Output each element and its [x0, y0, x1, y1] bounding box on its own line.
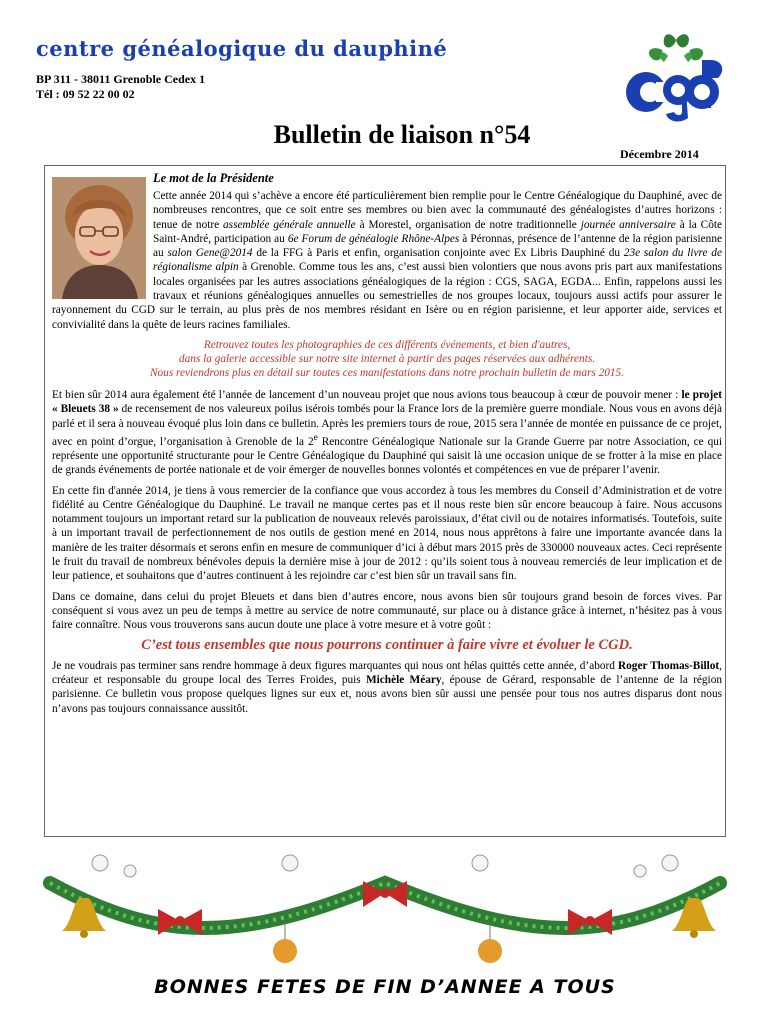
paragraph-bleuets: Et bien sûr 2014 aura également été l’année de lancement d’un nouveau projet que nous avions tous beaucoup à cœur de pouvoir mener : le projet « Bleuets 38 » de recensement de nos valeureux poilus isérois tombés pour la France lors de la première guerre mondiale. Nous vous en avons déjà parlé et il sera à nouveau évoqué plus loin dans ce bulletin. Après les premiers tours de roue, 2015 sera l’année de montée en puissance de ce projet, avec en point d’orgue, l’organisation à Grenoble de la 2e Rencontre Généalogique Nationale sur la Grande Guerre par notre Association, ce qui représente une opportunité structurante pour le Centre Généalogique du Dauphiné qui saisit là une occasion unique de se frotter à la mise en place de grands événements de portée nationale et de voir émerger de nouvelles bonnes volontés et compétences en vue de préparer l’avenir.	[52, 388, 723, 477]
logo-leaf	[676, 34, 689, 47]
org-name: centre généalogique du dauphiné	[36, 36, 448, 61]
holiday-greeting: BONNES FETES DE FIN D’ANNEE A TOUS	[154, 976, 616, 998]
gallery-note: Retrouvez toutes les photographies de ces différents événements, et bien d'autres, dans la galerie accessible sur notre site internet à partir des pages réservées aux adhérents. Nous reviendrons plus en détail sur toutes ces manifestations dans notre prochain bulletin de mars 2015.	[149, 338, 625, 379]
paragraph-volunteers: Dans ce domaine, dans celui du projet Bleuets et dans bien d’autres encore, nous avons bien sûr toujours grand besoin de forces vives. Par conséquent si vous avez un peu de temps à mettre au service de notre communauté, sur place ou à distance grâce à internet, n’hésitez pas à vous faire connaître. Nous vous trouverons sans aucun doute une place à votre mesure et à votre goût :	[52, 590, 722, 632]
logo-leaf	[664, 34, 676, 47]
paragraph-tribute: Je ne voudrais pas terminer sans rendre hommage à deux figures marquantes qui nous ont hélas quittés cette année, d’abord Roger Thomas-Billot, créateur et responsable du groupe local des Terres Froides, puis Michèle Méary, épouse de Gérard, responsable de l’antenne de la région parisienne. Ce bulletin vous propose quelques lignes sur eux et, nous avons bien sûr aussi une pensée pour tous nos autres disparus dont nous n’avons pas toujours connaissance aussitôt.	[52, 659, 722, 715]
flower-icon	[92, 855, 678, 877]
bulletin-title: Bulletin de liaison n°54	[273, 120, 531, 149]
address	[36, 72, 205, 102]
bulletin-date: Décembre 2014	[620, 147, 699, 161]
christmas-garland	[40, 843, 730, 973]
paragraph-intro: Cette année 2014 qui s’achève a encore été particulièrement bien remplie pour le Centre Généalogique du Dauphiné, avec de nombreuses rencontres, que ce soit entre ses membres ou bien avec la communauté des généalogistes d’autres horizons : tenue de notre assemblée générale annuelle à Morestel, organisation de notre traditionnelle journée anniversaire à la Côte Saint-André, participation au 6e Forum de généalogie Rhône-Alpes à Péronnas, présence de l’antenne de la région parisienne au salon Gene@2014 de la FFG à Paris et enfin, organisation conjointe avec Ex Libris Dauphiné du 23e salon du livre de régionalisme alpin à Grenoble. Comme tous les ans, c’est aussi bien volontiers que nous avons pris part aux manifestations locales organisées par les autres associations généalogiques de la région : CGS, SAGA, EGDA... Enfin, rappelons aussi les travaux et réunions généalogiques annuelles ou semestrielles de nos groupes locaux, toujours aussi actifs pour assurer le rayonnement du CGD sur le terrain, au plus près de nos membres résidant en Isère ou en région parisienne, et leur apporter aide, services et convivialité dans la quête de leurs racines familiales.	[52, 190, 723, 331]
article-heading: Le mot de la Présidente	[153, 171, 274, 185]
paragraph-thanks: En cette fin d'année 2014, je tiens à vous remercier de la confiance que vous accordez à tous les membres du Conseil d’Administration et de votre fidélité au Centre Généalogique du Dauphiné. Le travail ne manque certes pas et il nous reste bien sûr encore beaucoup à faire. Nous accusons notamment toujours un important retard sur la publication de nouveaux relevés paroissiaux, d’état civil ou de notaires informatisés. Toutefois, suite à un important travail de perfectionnement de nos outils de gestion mené en 2014, nous nous apprêtons à faire une importante avancée dans la manière de les traiter désormais et serons enfin en mesure de communiquer d’ici à début mars 2015 près de 330000 nouveaux actes. Ceci représente le fruit du travail de nombreux bénévoles depuis la dernière mise à jour de 2012 : qu’ils soient tous à nouveau remerciés de leur implication et de leur patience, et souhaitons que d’autres continuent à les rejoindre car c’est bien sûr un travail sans fin.	[52, 484, 722, 583]
phone-line: Tél : 09 52 22 00 02	[36, 87, 135, 101]
cgd-logo	[622, 30, 730, 125]
ornament-icon	[273, 923, 297, 963]
article-body	[52, 171, 722, 722]
address-line: BP 311 - 38011 Grenoble Cedex 1	[36, 72, 206, 86]
slogan: C’est tous ensembles que nous pourrons continuer à faire vivre et évoluer le CGD.	[141, 637, 633, 654]
ornament-icon	[478, 923, 502, 963]
logo-leaf	[684, 53, 692, 62]
logo-leaf	[660, 53, 668, 62]
